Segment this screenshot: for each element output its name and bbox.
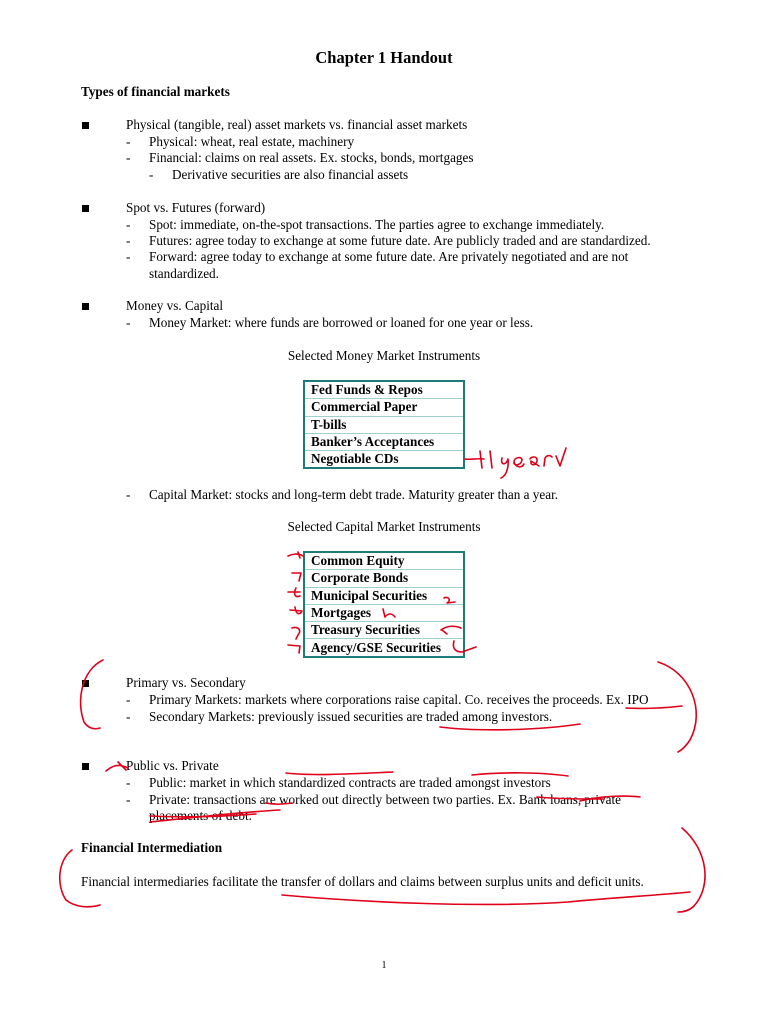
- spot-sub1: Spot: immediate, on-the-spot transactions. The parties agree to exchange immediately.: [149, 217, 605, 232]
- page-number: 1: [381, 960, 387, 971]
- money-sub2: Capital Market: stocks and long-term debt trade. Maturity greater than a year.: [149, 487, 559, 502]
- section-heading-intermediation: Financial Intermediation: [81, 840, 223, 855]
- bullet-icon: [82, 122, 89, 129]
- table-row: [304, 570, 464, 587]
- dash: -: [126, 775, 131, 790]
- table-row: [304, 399, 464, 416]
- table-cell: Treasury Securities: [304, 622, 464, 639]
- table-cell: Common Equity: [304, 552, 464, 570]
- table-row: [304, 622, 464, 639]
- primary-sub1: Primary Markets: markets where corporations raise capital. Co. receives the proceeds. Ex. IPO: [149, 692, 649, 707]
- section-heading-types: Types of financial markets: [81, 84, 230, 99]
- table-cell: Banker’s Acceptances: [304, 433, 464, 450]
- physical-sub2: Financial: claims on real assets. Ex. stocks, bonds, mortgages: [149, 150, 474, 165]
- dash: -: [126, 792, 131, 807]
- money-table-caption: Selected Money Market Instruments: [287, 348, 481, 363]
- dash: -: [126, 692, 131, 707]
- dash: -: [126, 233, 131, 248]
- table-row: [304, 587, 464, 604]
- table-row: [304, 433, 464, 450]
- table-cell: Municipal Securities: [304, 587, 464, 604]
- physical-subsub: Derivative securities are also financial assets: [172, 167, 409, 182]
- bullet-public-head: Public vs. Private: [126, 758, 219, 773]
- spot-sub3b: standardized.: [149, 266, 219, 281]
- handwriting-one-year-icon: [465, 448, 566, 478]
- money-sub1: Money Market: where funds are borrowed or loaned for one year or less.: [149, 315, 534, 330]
- dash: -: [149, 167, 154, 182]
- table-cell: Corporate Bonds: [304, 570, 464, 587]
- bullet-icon: [82, 303, 89, 310]
- table-cell: Fed Funds & Repos: [304, 381, 464, 399]
- bullet-spot-head: Spot vs. Futures (forward): [126, 200, 266, 215]
- dash: -: [126, 249, 131, 264]
- table-row: [304, 604, 464, 621]
- table-row: [304, 639, 464, 657]
- dash: -: [126, 217, 131, 232]
- dash: -: [126, 150, 131, 165]
- arrow-mark-icon: [106, 762, 128, 771]
- table-row: [304, 552, 464, 570]
- bullet-money-head: Money vs. Capital: [126, 298, 224, 313]
- bullet-icon: [82, 205, 89, 212]
- intermediation-text: Financial intermediaries facilitate the transfer of dollars and claims between surplus units and deficit units.: [81, 874, 644, 889]
- bullet-icon: [82, 763, 89, 770]
- table-cell: T-bills: [304, 416, 464, 433]
- table-row: [304, 451, 464, 469]
- money-market-table: [303, 380, 465, 469]
- table-cell: Agency/GSE Securities: [311, 639, 442, 655]
- capital-market-table: [303, 551, 465, 658]
- public-sub2a: Private: transactions are worked out directly between two parties. Ex. Bank loans, private: [149, 792, 622, 807]
- table-cell: Mortgages: [304, 604, 464, 621]
- bullet-icon: [82, 680, 89, 687]
- capital-table-caption: Selected Capital Market Instruments: [287, 519, 481, 534]
- spot-sub2: Futures: agree today to exchange at some future date. Are publicly traded and are standardized.: [149, 233, 651, 248]
- dash: -: [126, 315, 131, 330]
- dash: -: [126, 134, 131, 149]
- public-sub2b: placements of debt.: [149, 808, 252, 823]
- bullet-primary-head: Primary vs. Secondary: [126, 675, 246, 690]
- table-cell: Negotiable CDs: [311, 451, 399, 467]
- physical-sub1: Physical: wheat, real estate, machinery: [149, 134, 355, 149]
- dash: -: [126, 709, 131, 724]
- bracket-right-icon: [678, 828, 705, 912]
- table-row: [304, 416, 464, 433]
- primary-sub2: Secondary Markets: previously issued securities are traded among investors.: [149, 709, 553, 724]
- underline-icon: [282, 892, 690, 904]
- table-row: [304, 381, 464, 399]
- dash: -: [126, 487, 131, 502]
- bracket-right-icon: [658, 662, 696, 752]
- bracket-left-icon: [81, 660, 103, 729]
- page-title: Chapter 1 Handout: [315, 48, 453, 67]
- spot-sub3a: Forward: agree today to exchange at some future date. Are privately negotiated and are not: [149, 249, 629, 264]
- bullet-physical-head: Physical (tangible, real) asset markets vs. financial asset markets: [126, 117, 468, 132]
- table-cell: Commercial Paper: [304, 399, 464, 416]
- public-sub1: Public: market in which standardized contracts are traded amongst investors: [149, 775, 551, 790]
